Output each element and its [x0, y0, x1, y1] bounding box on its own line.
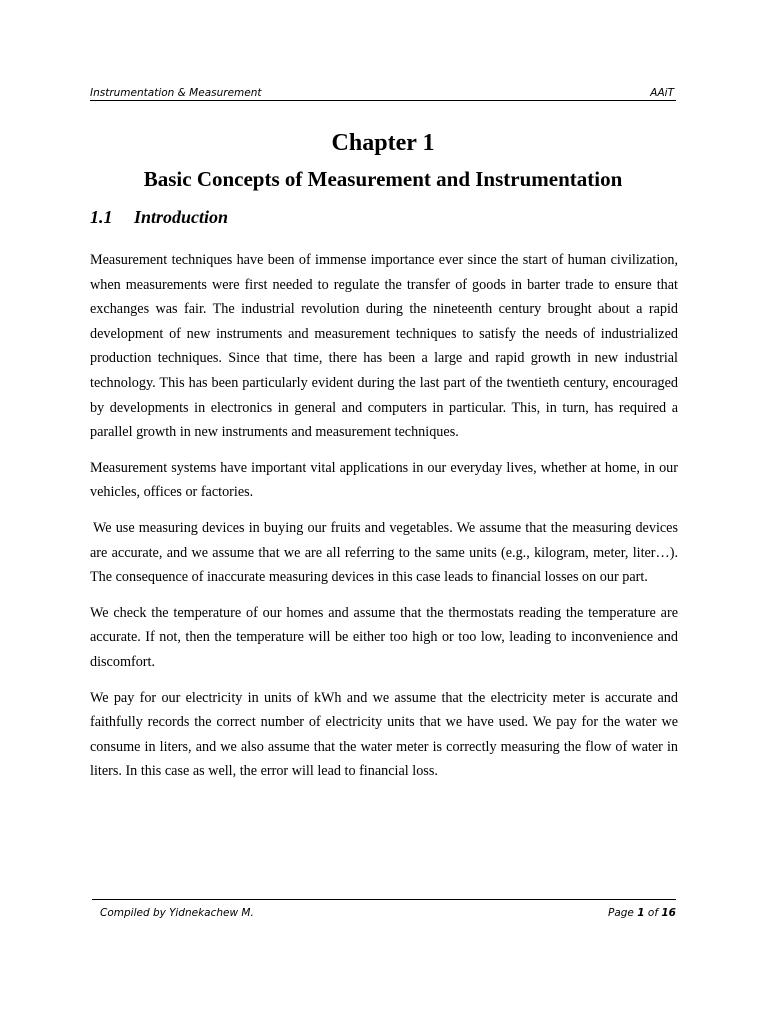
- section-heading: [90, 205, 676, 229]
- chapter-title: Chapter 1: [331, 130, 435, 156]
- running-header: [90, 86, 676, 101]
- page-total: 16: [661, 907, 676, 919]
- page-indicator: [608, 905, 676, 921]
- section-title: Introduction: [134, 207, 229, 227]
- page-word: Page: [608, 907, 634, 919]
- header-course-title: Instrumentation & Measurement: [90, 87, 262, 99]
- footer-rule: [92, 899, 676, 900]
- paragraph: We pay for our electricity in units of kWh and we assume that the electricity meter is accurate and faithfully records the correct number of electricity units that we have used. We pay for the water we consume in liters, and we also assume that the water meter is correctly measuring the flow of water in liters. In this case as well, the error will lead to financial loss.: [90, 689, 678, 780]
- paragraph: We check the temperature of our homes and assume that the thermostats reading the temperature are accurate. If not, then the temperature will be either too high or too low, leading to inconvenience and discomfort.: [90, 604, 678, 670]
- section-number: 1.1: [90, 207, 113, 227]
- body-text: [90, 248, 678, 795]
- page-number: 1: [637, 907, 645, 919]
- paragraph: We use measuring devices in buying our fruits and vegetables. We assume that the measuring devices are accurate, and we assume that we are all referring to the same units (e.g., kilogram, meter, liter…). The consequence of inaccurate measuring devices in this case leads to financial losses on our part.: [90, 519, 678, 586]
- paragraph: Measurement systems have important vital applications in our everyday lives, whether at home, in our vehicles, offices or factories.: [90, 459, 678, 501]
- of-word: of: [647, 907, 659, 919]
- paragraph: Measurement techniques have been of immense importance ever since the start of human civilization, when measurements were first needed to regulate the transfer of goods in barter trade to ensure that exchanges was fair. The industrial revolution during the nineteenth century brought about a rapid development of new instruments and measurement techniques to satisfy the needs of industrialized production techniques. Since that time, there has been a large and rapid growth in new industrial technology. This has been particularly evident during the last part of the twentieth century, encouraged by developments in electronics in general and computers in particular. This, in turn, has required a parallel growth in new instruments and measurement techniques.: [90, 252, 678, 441]
- chapter-subtitle: Basic Concepts of Measurement and Instrumentation: [143, 167, 623, 191]
- header-institution: AAiT: [650, 87, 674, 99]
- running-footer: [92, 905, 676, 921]
- footer-author: Compiled by Yidnekachew M.: [100, 907, 254, 919]
